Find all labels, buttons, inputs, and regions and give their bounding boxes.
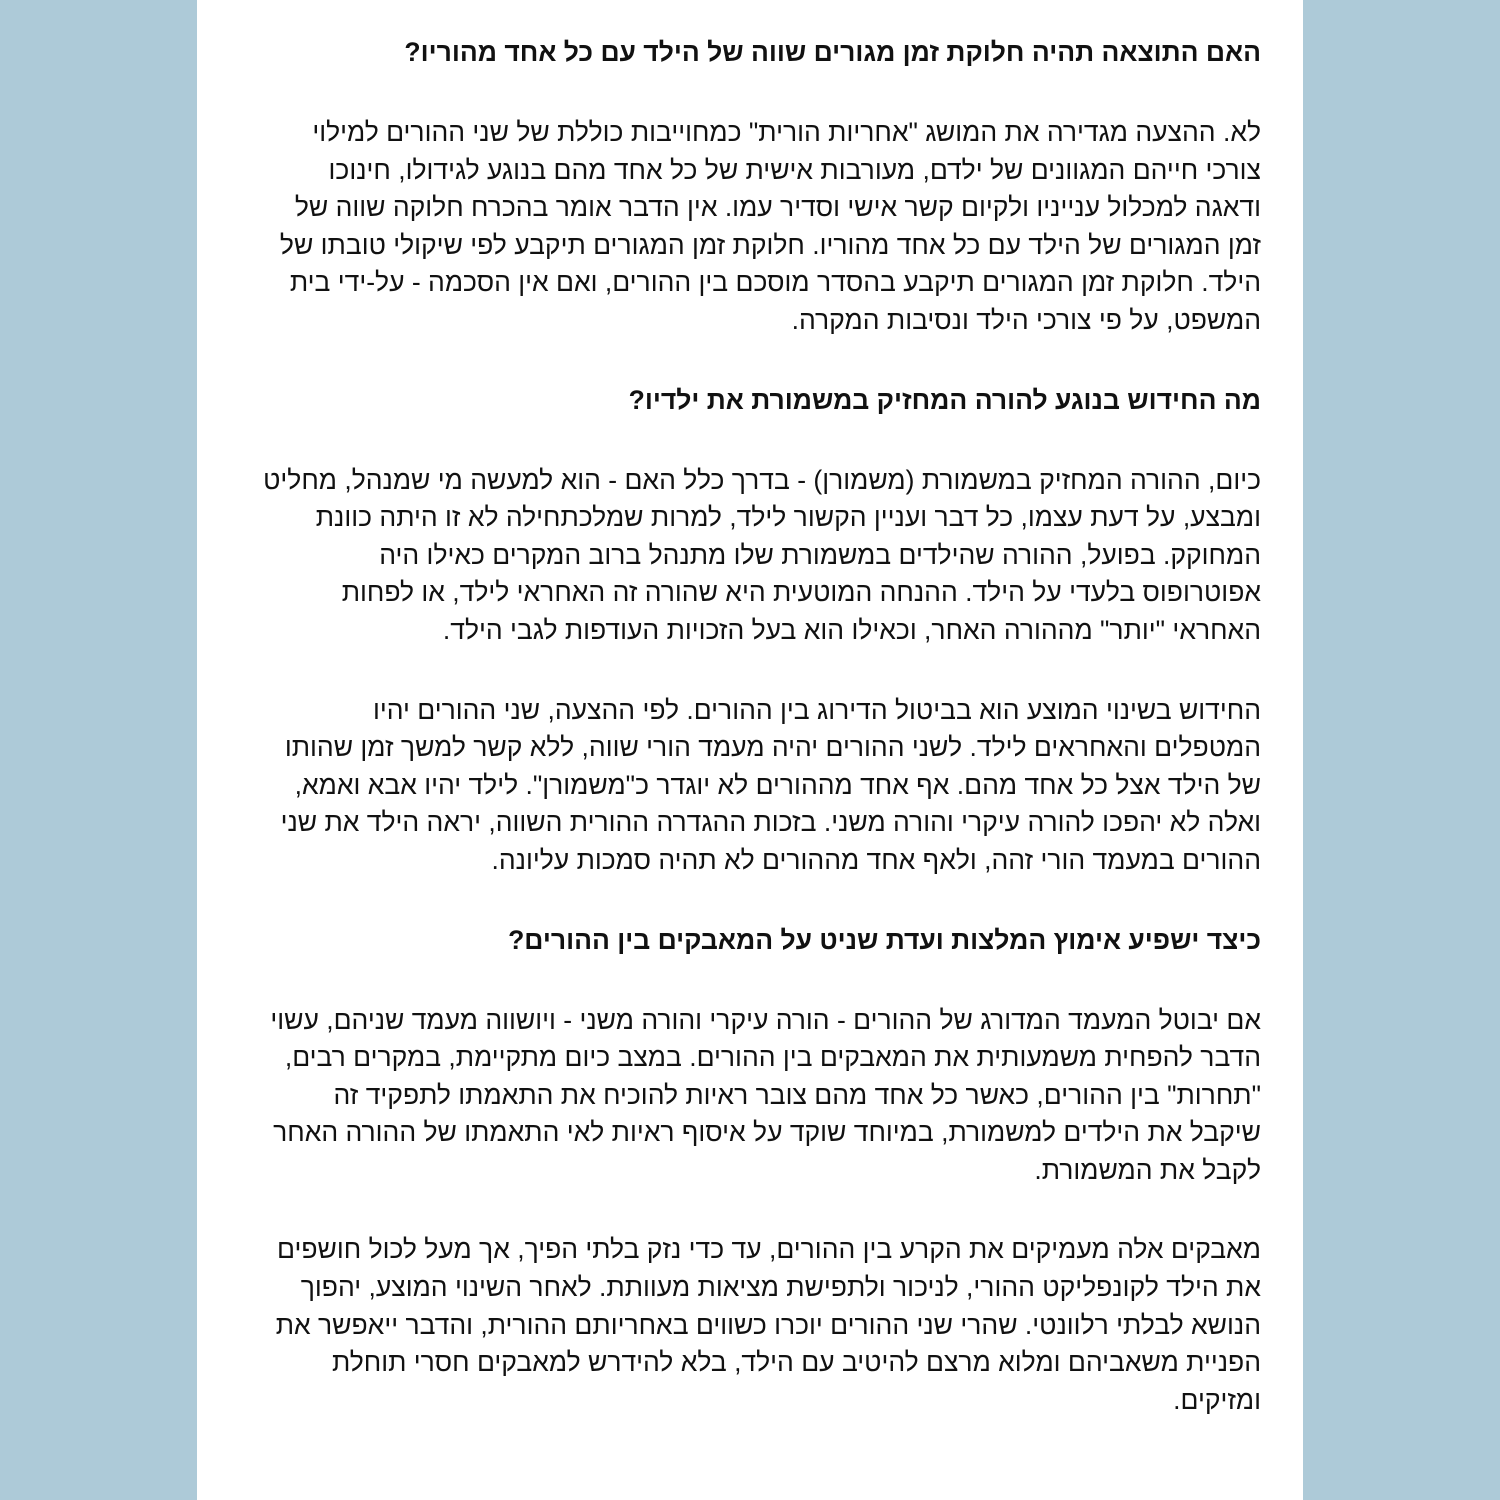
section-3-question: כיצד ישפיע אימוץ המלצות ועדת שניט על המאבקים בין ההורים? [508,924,1261,955]
document-page [197,0,1303,1500]
section-2-paragraph-1: כיום, ההורה המחזיק במשמורת (משמורן) - בדרך כלל האם - הוא למעשה מי שמנהל, מחליט ומבצע, על דעת עצמו, כל דבר ועניין הקשור לילד, למרות שמלכתחילה לא זו היתה כוונת המחוקק. בפועל, ההורה שהילדים במשמורת שלו מתנהל ברוב המקרים כאילו היה אפוטרופוס בלעדי על הילד. ההנחה המוטעית היא שהורה זה האחראי לילד, או לפחות האחראי "יותר" מההורה האחר, וכאילו הוא בעל הזכויות העודפות לגבי הילד. [263,464,1261,645]
section-1-paragraph-1: לא. ההצעה מגדירה את המושג "אחריות הורית" כמחוייבות כוללת של שני ההורים למילוי צורכי חייהם המגוונים של ילדם, מעורבות אישית של כל אחד מהם בנוגע לגידולו, חינוכו ודאגה למכלול ענייניו ולקיום קשר אישי וסדיר עמו. אין הדבר אומר בהכרח חלוקה שווה של זמן המגורים של הילד עם כל אחד מהוריו. חלוקת זמן המגורים תיקבע לפי שיקולי טובתו של הילד. חלוקת זמן המגורים תיקבע בהסדר מוסכם בין ההורים, ואם אין הסכמה - על-ידי בית המשפט, על פי צורכי הילד ונסיבות המקרה. [279,117,1261,335]
section-1-question: האם התוצאה תהיה חלוקת זמן מגורים שווה של הילד עם כל אחד מהוריו? [404,37,1261,67]
section-3-paragraph-2: מאבקים אלה מעמיקים את הקרע בין ההורים, עד כדי נזק בלתי הפיך, אך מעל לכול חושפים את הילד לקונפליקט ההורי, לניכור ולתפישת מציאות מעוותת. לאחר השינוי המוצע, יהפוך הנושא לבלתי רלוונטי. שהרי שני ההורים יוכרו כשווים באחריותם ההורית, והדבר ייאפשר את הפניית משאביהם ומלוא מרצם להיטיב עם הילד, בלא להידרש למאבקים חסרי תוחלת ומזיקים. [275,1234,1261,1415]
section-2-paragraph-2: החידוש בשינוי המוצע הוא בביטול הדירוג בין ההורים. לפי ההצעה, שני ההורים יהיו המטפלים והאחראים לילד. לשני ההורים יהיה מעמד הורי שווה, ללא קשר למשך זמן שהותו של הילד אצל כל אחד מהם. אף אחד מההורים לא יוגדר כ"משמורן". לילד יהיו אבא ואמא, ואלה לא יהפכו להורה עיקרי והורה משני. בזכות ההגדרה ההורית השווה, יראה הילד את שני ההורים במעמד הורי זהה, ולאף אחד מההורים לא תהיה סמכות עליונה. [280,694,1261,875]
section-2-question: מה החידוש בנוגע להורה המחזיק במשמורת את ילדיו? [628,384,1261,415]
section-3-paragraph-1: אם יבוטל המעמד המדורג של ההורים - הורה עיקרי והורה משני - ויושווה מעמד שניהם, עשוי הדבר להפחית משמעותית את המאבקים בין ההורים. במצב כיום מתקיימת, במקרים רבים, "תחרות" בין ההורים, כאשר כל אחד מהם צובר ראיות להוכיח את התאמתו לתפקיד זה שיקבל את הילדים למשמורת, במיוחד שוקד על איסוף ראיות לאי התאמתו של ההורה האחר לקבל את המשמורת. [270,1004,1261,1185]
